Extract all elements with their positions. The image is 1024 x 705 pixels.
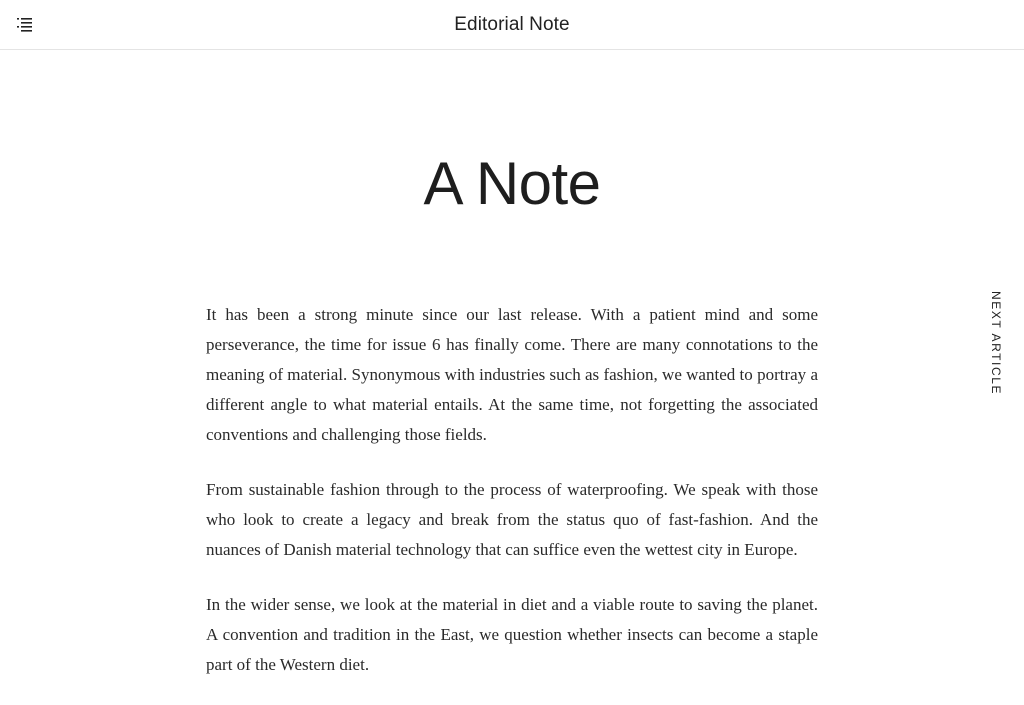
article-body	[206, 300, 818, 705]
article-paragraph: It has been a strong minute since our last release. With a patient mind and some perseverance, the time for issue 6 has finally come. There are many connotations to the meaning of material. Synonymous with industries such as fashion, we wanted to portray a different angle to what material entails. At the same time, not forgetting the associated conventions and challenging those fields.	[206, 305, 818, 444]
page-title: A Note	[423, 150, 601, 217]
article-paragraph: In the wider sense, we look at the material in diet and a viable route to saving the planet. A convention and tradition in the East, we question whether insects can become a staple part of the Western diet.	[206, 595, 818, 674]
article-paragraph: From sustainable fashion through to the process of waterproofing. We speak with those who look to create a legacy and break from the status quo of fast-fashion. And the nuances of Danish material technology that can suffice even the wettest city in Europe.	[206, 480, 818, 559]
site-title: Editorial Note	[454, 14, 570, 35]
top-bar	[0, 0, 1024, 50]
next-article-link[interactable]: NEXT ARTICLE	[989, 291, 1003, 396]
